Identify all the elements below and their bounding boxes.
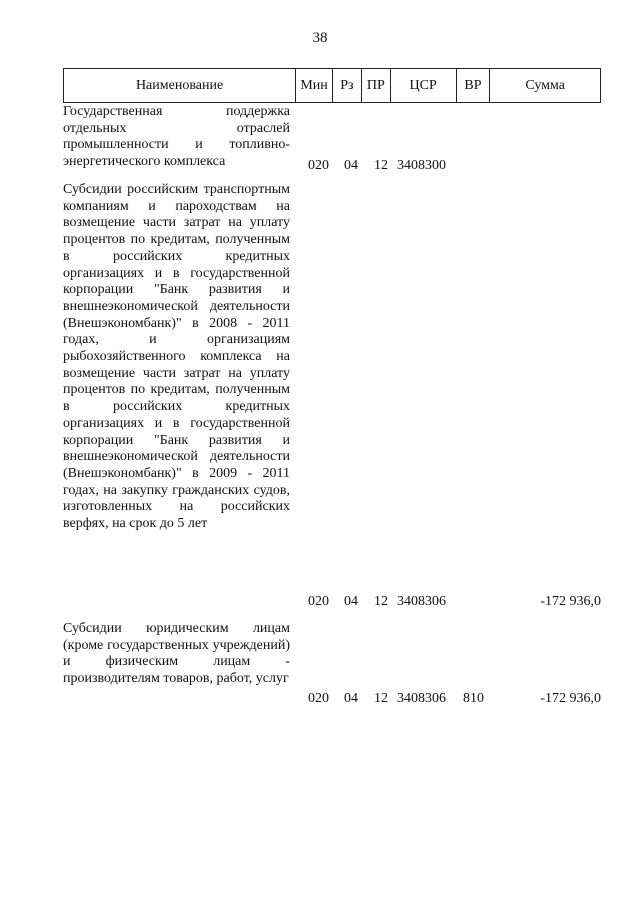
row-pr: 12 — [374, 594, 388, 609]
table-row — [63, 621, 603, 711]
row-sum: -172 936,0 — [540, 594, 601, 609]
table-row — [63, 104, 603, 176]
row-csr: 3408306 — [397, 691, 446, 706]
row-pr: 12 — [374, 691, 388, 706]
header-vr: ВР — [457, 69, 491, 102]
header-rz: Рз — [333, 69, 362, 102]
row-csr: 3408306 — [397, 594, 446, 609]
row-csr: 3408300 — [397, 158, 446, 173]
header-sum: Сумма — [525, 77, 566, 93]
row-rz: 04 — [344, 691, 358, 706]
row-min: 020 — [308, 691, 329, 706]
header-pr: ПР — [362, 69, 391, 102]
header-min: Мин — [296, 69, 333, 102]
row-name: Субсидии российским транспортным компаниям и пароходствам на возмещение части затрат на уплату процентов по кредитам, полученным в российских кредитных организациях и в государственной корпорации "Банк развития и внешнеэкономической деятельности (Внешэкономбанк)" в 2008 - 2011 годах, и организациям рыбохозяйственного комплекса на возмещение части затрат на уплату процентов по кредитам, полученным в российских кредитных организациях и в государственной корпорации "Банк развития и внешнеэкономической деятельности (Внешэкономбанк)" в 2009 - 2011 годах, на закупку гражданских судов, изготовленных на российских верфях, на срок до 5 лет — [63, 182, 290, 532]
header-name: Наименование — [64, 69, 296, 102]
row-min: 020 — [308, 594, 329, 609]
header-csr: ЦСР — [391, 69, 457, 102]
row-sum: -172 936,0 — [540, 691, 601, 706]
row-name: Субсидии юридическим лицам (кроме государственных учреждений) и физическим лицам - производителям товаров, работ, услуг — [63, 621, 290, 687]
table-header — [63, 68, 601, 103]
table-row — [63, 182, 603, 612]
row-rz: 04 — [344, 158, 358, 173]
row-vr: 810 — [463, 691, 484, 706]
row-name: Государственная поддержка отдельных отраслей промышленности и топливно-энергетического комплекса — [63, 104, 290, 170]
row-pr: 12 — [374, 158, 388, 173]
page-number: 38 — [312, 30, 328, 46]
row-min: 020 — [308, 158, 329, 173]
row-rz: 04 — [344, 594, 358, 609]
